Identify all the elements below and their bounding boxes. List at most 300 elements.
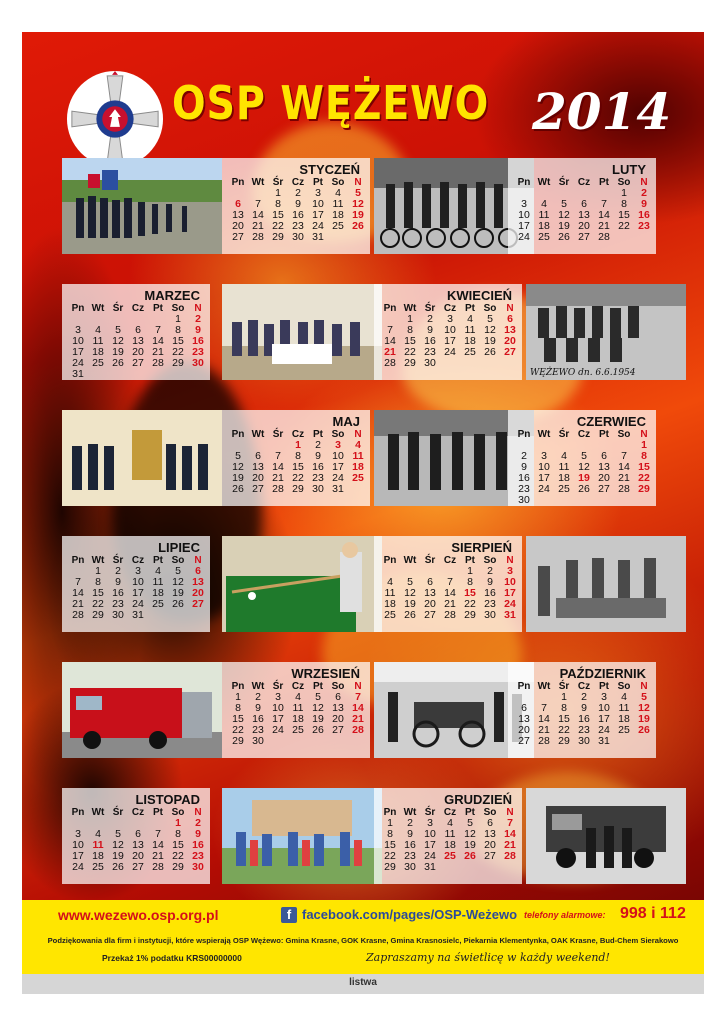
day-cell: 30: [484, 609, 496, 621]
day-cell-sunday: 18: [352, 461, 364, 473]
calendar-month: [374, 788, 522, 884]
day-cell: 19: [558, 220, 570, 232]
month-name: KWIECIEŃ: [447, 288, 512, 303]
day-cell: 26: [484, 346, 496, 358]
day-cell: 11: [558, 461, 570, 473]
weekday-header: Pt: [153, 555, 163, 566]
day-cell: 10: [72, 839, 84, 851]
weekday-header: Pn: [383, 807, 397, 818]
website-link[interactable]: www.wezewo.osp.org.pl: [58, 907, 219, 923]
day-cell: 6: [235, 198, 241, 210]
day-cell-sunday: 13: [192, 576, 204, 588]
day-cell: 25: [464, 346, 476, 358]
weekday-header: Śr: [112, 555, 124, 566]
weekday-header: Wt: [91, 303, 105, 314]
day-cell: 24: [132, 598, 144, 610]
day-cell: 14: [444, 587, 456, 599]
month-name: WRZESIEŃ: [291, 666, 360, 681]
day-cell: 11: [152, 576, 164, 588]
day-cell: 9: [115, 576, 121, 588]
weekday-header: Śr: [424, 555, 436, 566]
day-cell: 12: [484, 324, 496, 336]
day-cell: 22: [92, 598, 104, 610]
day-cell: 19: [578, 472, 590, 484]
month-name: GRUDZIEŃ: [444, 792, 512, 807]
day-cell: 14: [72, 587, 84, 599]
weekday-header: So: [331, 681, 345, 692]
day-cell: 12: [578, 461, 590, 473]
poster-background: [22, 32, 704, 900]
day-cell: 1: [175, 817, 181, 829]
weekday-header: Śr: [272, 429, 284, 440]
day-cell-sunday: 2: [641, 187, 647, 199]
strip-label: listwa: [349, 977, 377, 988]
weekday-header: Pt: [599, 429, 609, 440]
weekday-header: Wt: [403, 807, 417, 818]
day-cell: 10: [444, 324, 456, 336]
tax-note: Przekaż 1% podatku KRS00000000: [102, 953, 242, 963]
day-cell: 21: [444, 598, 456, 610]
day-cell: 21: [252, 220, 264, 232]
day-cell: 17: [598, 713, 610, 725]
day-cell: 30: [292, 231, 304, 243]
day-cell: 5: [487, 313, 493, 325]
day-cell-sunday: 31: [504, 609, 516, 621]
year-title: 2014: [532, 82, 672, 141]
calendar-month: [62, 536, 210, 632]
weekday-header: Pt: [313, 681, 323, 692]
day-cell: 22: [618, 220, 630, 232]
weekday-header: So: [331, 429, 345, 440]
day-cell: 20: [598, 472, 610, 484]
day-cell: 20: [232, 220, 244, 232]
day-cell: 5: [561, 198, 567, 210]
day-cell: 1: [621, 187, 627, 199]
day-cell: 19: [464, 839, 476, 851]
month-table: [228, 429, 368, 495]
day-cell: 15: [272, 209, 284, 221]
month-grid: [228, 429, 368, 495]
day-cell: 23: [292, 220, 304, 232]
day-cell: 25: [538, 231, 550, 243]
day-cell: 3: [75, 828, 81, 840]
month-table: [228, 681, 368, 747]
day-cell: 12: [172, 576, 184, 588]
weekday-header: Pn: [383, 303, 397, 314]
weekday-header: So: [171, 303, 185, 314]
weekday-header: Śr: [424, 303, 436, 314]
day-cell-sunday: 8: [641, 450, 647, 462]
day-cell: 26: [172, 598, 184, 610]
month-name: LIPIEC: [158, 540, 200, 555]
day-cell: 11: [538, 209, 550, 221]
day-cell: 16: [578, 713, 590, 725]
day-cell: 12: [312, 702, 324, 714]
day-cell: 10: [312, 198, 324, 210]
day-cell-sunday: 5: [641, 691, 647, 703]
day-cell: 18: [384, 598, 396, 610]
weekday-header: Wt: [91, 807, 105, 818]
day-cell: 9: [295, 198, 301, 210]
day-cell: 6: [427, 576, 433, 588]
day-cell: 3: [541, 450, 547, 462]
day-cell: 22: [292, 472, 304, 484]
day-cell-sunday: 27: [504, 346, 516, 358]
day-cell: 7: [75, 576, 81, 588]
day-cell: 22: [172, 346, 184, 358]
weekday-header: N: [640, 429, 648, 440]
day-cell: 17: [518, 220, 530, 232]
day-cell: 5: [467, 817, 473, 829]
alarm-numbers: 998 i 112: [620, 905, 686, 922]
day-cell: 8: [467, 576, 473, 588]
day-cell: 9: [315, 450, 321, 462]
day-cell: 6: [135, 324, 141, 336]
day-cell: 6: [521, 702, 527, 714]
month-table: [380, 555, 520, 621]
day-cell: 26: [404, 609, 416, 621]
day-cell: 27: [518, 735, 530, 747]
weekday-header: N: [194, 807, 202, 818]
weekday-header: N: [506, 555, 514, 566]
day-cell-sunday: 10: [504, 576, 516, 588]
month-name: CZERWIEC: [576, 414, 646, 429]
month-table: [68, 807, 208, 873]
day-cell: 30: [112, 609, 124, 621]
day-cell: 17: [444, 335, 456, 347]
weekday-header: Cz: [291, 681, 305, 692]
day-cell: 5: [315, 691, 321, 703]
weekday-header: Cz: [443, 807, 457, 818]
month-name: MARZEC: [144, 288, 200, 303]
day-cell: 9: [255, 702, 261, 714]
day-cell: 27: [484, 850, 496, 862]
month-grid: [514, 429, 654, 506]
day-cell: 2: [521, 450, 527, 462]
day-cell: 6: [255, 450, 261, 462]
day-cell-sunday: 12: [352, 198, 364, 210]
day-cell-sunday: 9: [641, 198, 647, 210]
weekday-header: N: [354, 177, 362, 188]
page-title: OSP WĘŻEWO: [172, 76, 490, 130]
day-cell: 27: [132, 861, 144, 873]
weekday-header: Pn: [517, 429, 531, 440]
day-cell-sunday: 21: [504, 839, 516, 851]
day-cell: 8: [387, 828, 393, 840]
day-cell-sunday: 20: [504, 335, 516, 347]
calendar-month: [62, 788, 210, 884]
day-cell: 8: [95, 576, 101, 588]
day-cell-sunday: 29: [638, 483, 650, 495]
day-cell: 21: [152, 850, 164, 862]
weekday-header: Śr: [112, 303, 124, 314]
weekday-header: Śr: [112, 807, 124, 818]
day-cell: 29: [292, 483, 304, 495]
day-cell: 31: [72, 368, 84, 380]
day-cell: 27: [578, 231, 590, 243]
month-table: [514, 429, 654, 506]
day-cell: 15: [172, 335, 184, 347]
day-cell: 11: [444, 828, 456, 840]
photo-historic-women-brigade: [526, 536, 686, 632]
day-cell: 14: [152, 335, 164, 347]
sponsor-thanks: Podziękowania dla firm i instytucji, które wspierają OSP Wężewo: Gmina Krasne, GOK Krasne, Gmina Krasnosielc, Piekarnia Klementynka, OAK Krasne, Bud-Chem Sierakowo: [47, 936, 679, 945]
day-cell-sunday: 6: [507, 313, 513, 325]
weekday-header: Wt: [91, 555, 105, 566]
day-cell: 14: [384, 335, 396, 347]
day-cell: 30: [252, 735, 264, 747]
day-cell-sunday: 22: [638, 472, 650, 484]
day-cell: 23: [484, 598, 496, 610]
day-cell: 31: [332, 483, 344, 495]
day-cell: 12: [464, 828, 476, 840]
day-cell: 16: [424, 335, 436, 347]
day-cell: 26: [112, 861, 124, 873]
day-cell: 16: [252, 713, 264, 725]
weekday-header: N: [354, 429, 362, 440]
day-cell: 15: [404, 335, 416, 347]
day-cell: 15: [292, 461, 304, 473]
day-cell: 1: [175, 313, 181, 325]
day-cell: 28: [152, 861, 164, 873]
weekday-header: Śr: [272, 177, 284, 188]
day-cell: 27: [132, 357, 144, 369]
day-cell: 18: [538, 220, 550, 232]
day-cell: 10: [272, 702, 284, 714]
weekday-header: Cz: [131, 303, 145, 314]
photo-firefighters-church: [62, 410, 222, 506]
day-cell-sunday: 11: [352, 450, 364, 462]
day-cell: 1: [387, 817, 393, 829]
day-cell: 24: [332, 472, 344, 484]
weekday-header: Pn: [71, 555, 85, 566]
day-cell: 13: [424, 587, 436, 599]
photo-billiards: [222, 536, 382, 632]
day-cell: 8: [175, 324, 181, 336]
weekday-header: So: [617, 681, 631, 692]
day-cell: 18: [92, 850, 104, 862]
day-cell: 17: [272, 713, 284, 725]
day-cell: 28: [384, 357, 396, 369]
month-grid: [68, 807, 208, 873]
weekday-header: Cz: [291, 429, 305, 440]
weekday-header: Pt: [599, 177, 609, 188]
day-cell: 17: [132, 587, 144, 599]
day-cell-sunday: 9: [195, 324, 201, 336]
day-cell: 22: [232, 724, 244, 736]
day-cell: 11: [464, 324, 476, 336]
calendar-month: [374, 284, 522, 380]
month-grid: [68, 303, 208, 380]
day-cell: 13: [484, 828, 496, 840]
day-cell: 27: [598, 483, 610, 495]
day-cell: 4: [335, 187, 341, 199]
day-cell: 13: [252, 461, 264, 473]
bottom-strip: [22, 974, 704, 994]
day-cell: 28: [272, 483, 284, 495]
day-cell: 1: [235, 691, 241, 703]
footer-banner: [22, 900, 704, 974]
month-grid: [228, 177, 368, 243]
day-cell-sunday: 7: [355, 691, 361, 703]
day-cell: 21: [538, 724, 550, 736]
day-cell-sunday: 27: [192, 598, 204, 610]
month-name: PAŹDZIERNIK: [559, 666, 646, 681]
day-cell: 18: [464, 335, 476, 347]
month-grid: [228, 681, 368, 747]
day-cell: 30: [312, 483, 324, 495]
day-cell: 23: [424, 346, 436, 358]
weekday-header: Pn: [231, 177, 245, 188]
day-cell: 29: [404, 357, 416, 369]
day-cell: 25: [384, 609, 396, 621]
weekday-header: Pn: [231, 429, 245, 440]
day-cell: 30: [424, 357, 436, 369]
day-cell: 20: [132, 850, 144, 862]
photo-parade: [62, 158, 222, 254]
day-cell: 27: [424, 609, 436, 621]
weekday-header: So: [171, 555, 185, 566]
month-grid: [380, 807, 520, 873]
calendar-month: [222, 662, 370, 758]
day-cell: 18: [558, 472, 570, 484]
day-cell: 21: [598, 220, 610, 232]
day-cell: 24: [272, 724, 284, 736]
weekday-header: Pt: [465, 807, 475, 818]
day-cell: 3: [521, 198, 527, 210]
day-cell-sunday: 20: [192, 587, 204, 599]
day-cell: 19: [112, 346, 124, 358]
day-cell: 17: [424, 839, 436, 851]
day-cell: 8: [621, 198, 627, 210]
day-cell: 19: [172, 587, 184, 599]
month-grid: [380, 555, 520, 621]
day-cell: 6: [135, 828, 141, 840]
day-cell: 11: [618, 702, 630, 714]
weekday-header: Cz: [291, 177, 305, 188]
day-cell: 11: [292, 702, 304, 714]
day-cell-sunday: 28: [352, 724, 364, 736]
weekday-header: Pt: [599, 681, 609, 692]
day-cell: 10: [518, 209, 530, 221]
weekday-header: Pn: [71, 303, 85, 314]
weekday-header: N: [506, 807, 514, 818]
day-cell: 26: [312, 724, 324, 736]
day-cell: 23: [518, 483, 530, 495]
weekday-header: Wt: [537, 177, 551, 188]
day-cell: 31: [132, 609, 144, 621]
day-cell: 31: [598, 735, 610, 747]
day-cell: 7: [541, 702, 547, 714]
day-cell: 17: [538, 472, 550, 484]
weekday-header: Pt: [153, 807, 163, 818]
facebook-link[interactable]: facebook.com/pages/OSP-Weżewo: [302, 907, 518, 922]
day-cell-sunday: 2: [195, 313, 201, 325]
day-cell-sunday: 1: [641, 439, 647, 451]
day-cell: 26: [232, 483, 244, 495]
day-cell-sunday: 23: [192, 346, 204, 358]
day-cell: 11: [92, 839, 104, 851]
day-cell: 7: [255, 198, 261, 210]
day-cell: 25: [444, 850, 456, 862]
day-cell: 28: [618, 483, 630, 495]
day-cell: 28: [444, 609, 456, 621]
day-cell: 24: [424, 850, 436, 862]
weekday-header: Wt: [537, 429, 551, 440]
day-cell: 29: [232, 735, 244, 747]
day-cell: 14: [152, 839, 164, 851]
day-cell: 15: [232, 713, 244, 725]
weekday-header: So: [617, 177, 631, 188]
calendar-month: [508, 158, 656, 254]
day-cell: 15: [558, 713, 570, 725]
day-cell: 20: [132, 346, 144, 358]
day-cell: 26: [464, 850, 476, 862]
month-name: MAJ: [332, 414, 360, 429]
day-cell: 21: [384, 346, 396, 358]
day-cell: 6: [581, 198, 587, 210]
day-cell-sunday: 5: [355, 187, 361, 199]
day-cell: 8: [235, 702, 241, 714]
day-cell: 9: [487, 576, 493, 588]
day-cell-sunday: 3: [507, 565, 513, 577]
day-cell: 26: [558, 231, 570, 243]
day-cell: 23: [112, 598, 124, 610]
day-cell-sunday: 23: [638, 220, 650, 232]
day-cell: 8: [561, 702, 567, 714]
day-cell: 7: [447, 576, 453, 588]
day-cell-sunday: 6: [195, 565, 201, 577]
day-cell: 16: [518, 472, 530, 484]
day-cell: 22: [272, 220, 284, 232]
day-cell-sunday: 16: [638, 209, 650, 221]
day-cell: 18: [292, 713, 304, 725]
osp-emblem-logo: [66, 70, 164, 168]
day-cell: 5: [115, 324, 121, 336]
calendar-month: [508, 410, 656, 506]
day-cell: 25: [92, 357, 104, 369]
calendar-month: [508, 662, 656, 758]
month-name: LUTY: [612, 162, 646, 177]
weekday-header: Pt: [313, 429, 323, 440]
day-cell: 3: [601, 691, 607, 703]
day-cell-sunday: 9: [195, 828, 201, 840]
day-cell: 8: [295, 450, 301, 462]
weekday-header: So: [171, 807, 185, 818]
day-cell: 4: [541, 198, 547, 210]
day-cell: 4: [95, 828, 101, 840]
day-cell: 12: [558, 209, 570, 221]
day-cell: 9: [581, 702, 587, 714]
day-cell: 23: [312, 472, 324, 484]
day-cell: 3: [75, 324, 81, 336]
day-cell: 4: [155, 565, 161, 577]
day-cell: 8: [275, 198, 281, 210]
weekday-header: Cz: [577, 681, 591, 692]
day-cell: 16: [292, 209, 304, 221]
day-cell: 17: [332, 461, 344, 473]
day-cell: 25: [292, 724, 304, 736]
weekday-header: Wt: [403, 555, 417, 566]
weekday-header: Śr: [272, 681, 284, 692]
day-cell-sunday: 19: [352, 209, 364, 221]
day-cell: 31: [312, 231, 324, 243]
day-cell: 18: [618, 713, 630, 725]
day-cell: 1: [467, 565, 473, 577]
day-cell: 22: [172, 850, 184, 862]
weekday-header: Wt: [251, 429, 265, 440]
month-table: [228, 177, 368, 243]
